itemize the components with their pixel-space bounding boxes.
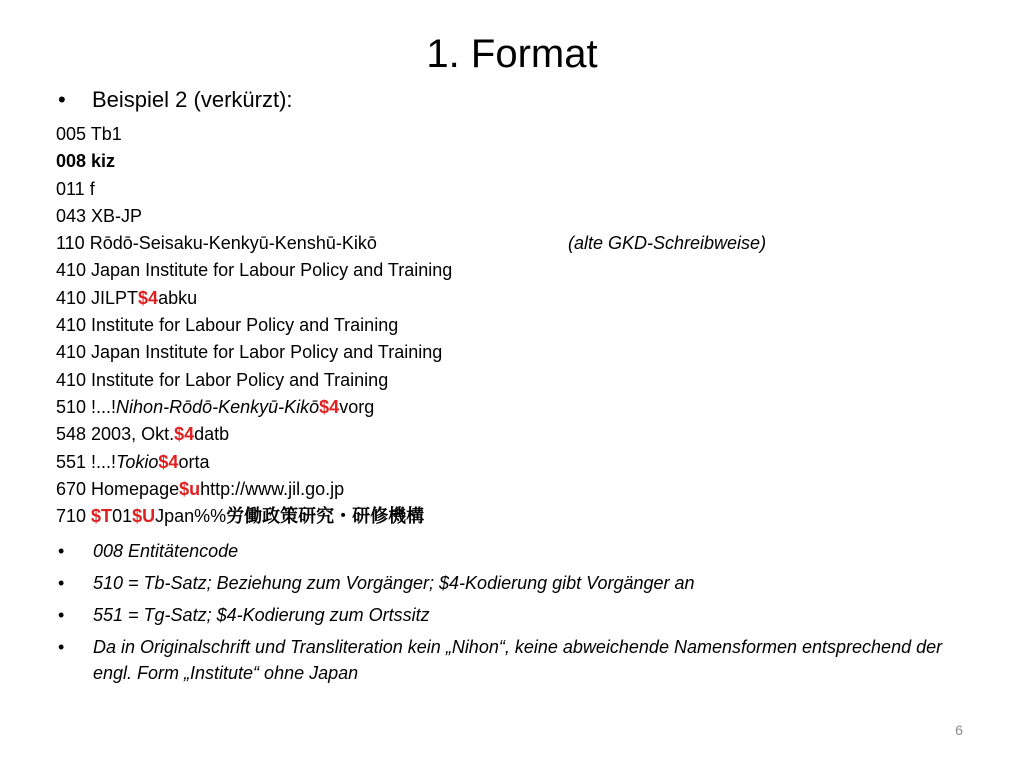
subfield-code: $u (179, 478, 201, 499)
record-text: 710 (56, 506, 92, 527)
record-text: 670 Homepage (56, 478, 180, 499)
record-line (56, 367, 452, 394)
slide-title: 1. Format (426, 32, 598, 76)
record-note: (alte GKD-Schreibweise) (568, 233, 767, 254)
note-item (58, 570, 958, 596)
record-list (56, 121, 767, 530)
record-text: abku (158, 287, 198, 308)
subfield-code: $U (132, 506, 156, 527)
record-text: 008 kiz (56, 151, 116, 172)
record-text: 043 XB-JP (56, 205, 143, 226)
record-text: 551 !...! (56, 451, 117, 472)
record-line (56, 503, 452, 530)
note-text: 008 Entitätencode (93, 541, 239, 561)
record-line (56, 394, 452, 421)
record-line (56, 121, 452, 148)
note-item (58, 634, 958, 686)
record-text: 410 Japan Institute for Labor Policy and Training (56, 342, 443, 363)
notes-list (58, 538, 958, 692)
lead-bullet (58, 83, 293, 117)
record-text: 410 Institute for Labour Policy and Training (56, 315, 399, 336)
record-text: 548 2003, Okt. (56, 424, 175, 445)
record-line (56, 449, 452, 476)
record-line (56, 285, 452, 312)
bullet-icon: • (58, 541, 65, 561)
note-text: Da in Originalschrift und Transliteration kein „Nihon“, keine abweichende Namensformen entsprechend der engl. Form „Institute“ ohne Japan (93, 637, 943, 683)
record-line (56, 312, 452, 339)
bullet-icon: • (58, 573, 65, 593)
note-item (58, 538, 958, 564)
record-text: vorg (339, 396, 375, 417)
record-text: 410 JILPT (56, 287, 139, 308)
record-text: 110 Rōdō-Seisaku-Kenkyū-Kenshū-Kikō (56, 233, 377, 254)
subfield-code: $4 (319, 396, 340, 417)
subfield-code: $4 (138, 287, 159, 308)
subfield-code: $4 (174, 424, 195, 445)
record-text: Jpan%% (155, 506, 227, 527)
record-text: 510 !...! (56, 396, 117, 417)
record-text: http://www.jil.go.jp (200, 478, 345, 499)
note-item (58, 602, 958, 628)
subfield-code: $T (91, 506, 113, 527)
bullet-icon: • (58, 87, 66, 112)
record-line (56, 176, 452, 203)
note-text: 551 = Tg-Satz; $4-Kodierung zum Ortssitz (93, 605, 430, 625)
record-text: 011 f (56, 178, 95, 199)
record-text: datb (194, 424, 230, 445)
bullet-icon: • (58, 637, 65, 657)
record-text: 410 Japan Institute for Labour Policy and Training (56, 260, 453, 281)
record-line (56, 421, 452, 448)
record-text: Tokio (116, 451, 159, 472)
bullet-icon: • (58, 605, 65, 625)
record-line (56, 339, 452, 366)
note-text: 510 = Tb-Satz; Beziehung zum Vorgänger; $4-Kodierung gibt Vorgänger an (93, 573, 695, 593)
record-line (56, 148, 452, 175)
record-line (56, 257, 452, 284)
record-line (56, 203, 452, 230)
lead-text: Beispiel 2 (verkürzt): (92, 87, 293, 112)
record-text: 005 Tb1 (56, 124, 122, 144)
page-number: 6 (955, 722, 963, 738)
record-text: 410 Institute for Labor Policy and Training (56, 369, 389, 390)
record-text: orta (178, 451, 210, 472)
record-text: Nihon-Rōdō-Kenkyū-Kikō (116, 396, 320, 417)
record-text: 労働政策研究・研修機構 (226, 506, 425, 527)
subfield-code: $4 (158, 451, 179, 472)
record-line (56, 230, 767, 257)
record-text: 01 (112, 506, 133, 527)
record-line (56, 476, 452, 503)
